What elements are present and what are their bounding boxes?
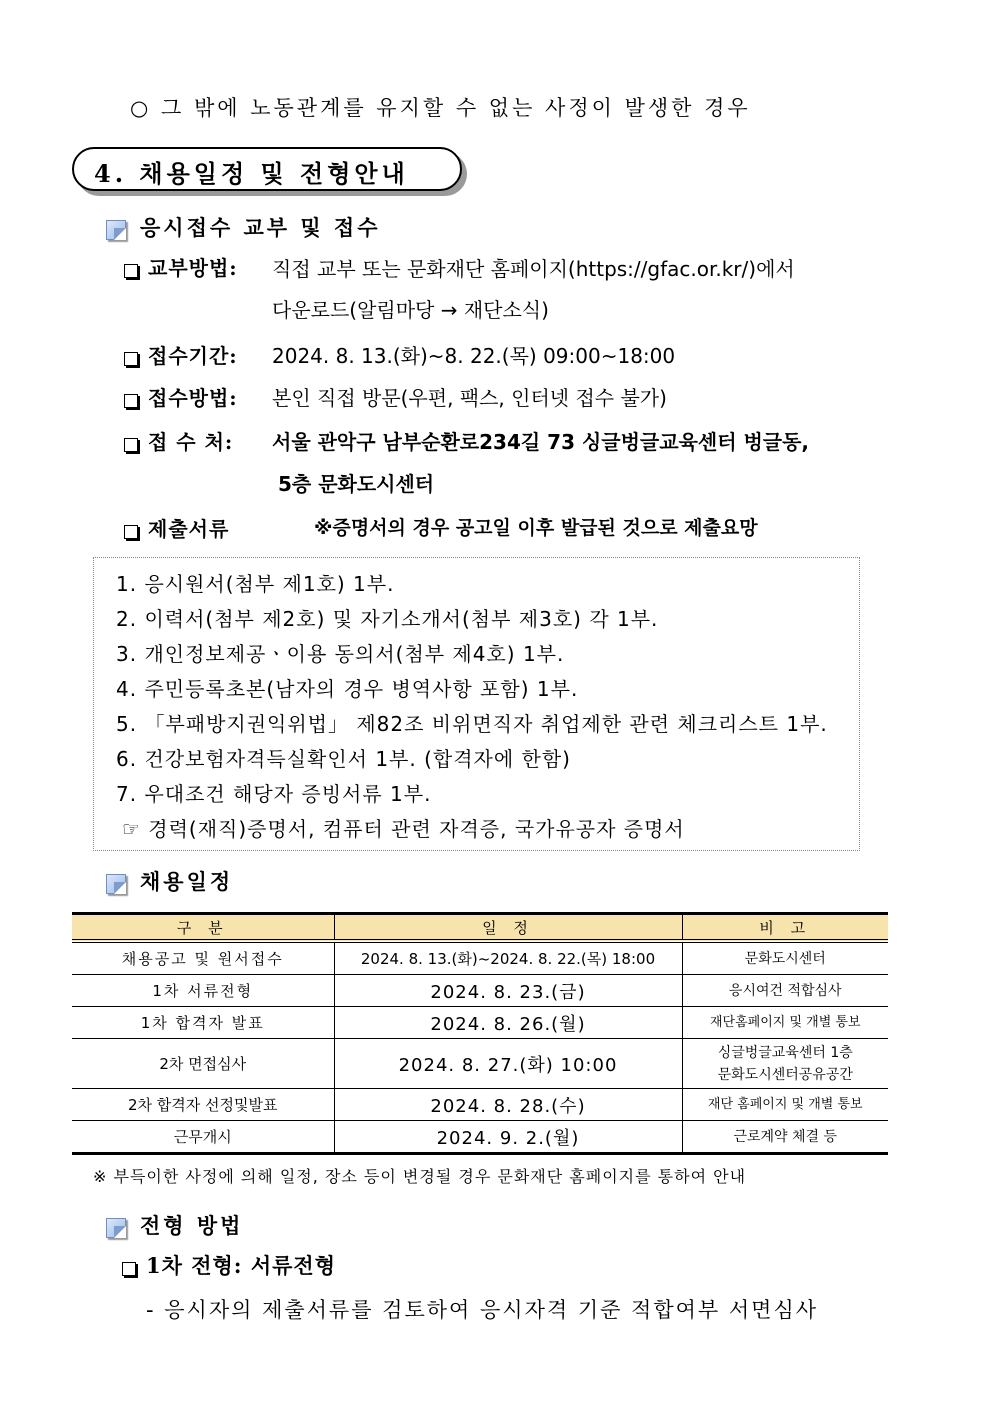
receipt-place-text-2: 5층 문화도시센터 <box>278 472 435 496</box>
receipt-place-text: 서울 관악구 남부순환로234길 73 싱글벙글교육센터 벙글동, <box>272 430 810 454</box>
document-item: 3. 개인정보제공ㆍ이용 동의서(첨부 제4호) 1부. <box>116 642 565 666</box>
stage-cell: 근무개시 <box>72 1121 334 1154</box>
table-row <box>72 1089 888 1121</box>
row-label: 접수기간: <box>148 344 238 368</box>
stage-cell: 1차 합격자 발표 <box>72 1007 334 1039</box>
distribution-method-text: 직접 교부 또는 문화재단 홈페이지(https://gfac.or.kr/)에서 <box>272 257 795 281</box>
stage-cell: 채용공고 및 원서접수 <box>72 941 334 975</box>
date-cell: 2024. 8. 26.(월) <box>334 1007 682 1039</box>
receipt-method-row <box>124 382 238 411</box>
checkbox-bullet-icon <box>124 394 138 408</box>
table-row <box>72 1039 888 1089</box>
table-row <box>72 1121 888 1154</box>
row-label: 접 수 처: <box>148 430 234 454</box>
note-cell <box>682 1039 888 1089</box>
schedule-heading-text: 채용일정 <box>140 869 234 894</box>
date-cell: 2024. 8. 13.(화)~2024. 8. 22.(목) 18:00 <box>334 941 682 975</box>
section-title: 4. 채용일정 및 전형안내 <box>94 159 409 188</box>
application-heading-text: 응시접수 교부 및 접수 <box>140 215 381 240</box>
selection-heading-text: 전형 방법 <box>140 1213 244 1238</box>
application-heading <box>106 212 381 242</box>
note-cell: 근로계약 체결 등 <box>682 1121 888 1154</box>
document-item: 4. 주민등록초본(남자의 경우 병역사항 포함) 1부. <box>116 677 579 701</box>
stage-cell: 2차 면접심사 <box>72 1039 334 1089</box>
distribution-method-row <box>124 252 238 281</box>
document-item-note: ☞ 경력(재직)증명서, 컴퓨터 관련 자격증, 국가유공자 증명서 <box>122 817 685 841</box>
schedule-footnote: ※ 부득이한 사정에 의해 일정, 장소 등이 변경될 경우 문화재단 홈페이지를 통하여 안내 <box>93 1167 747 1186</box>
documents-row <box>124 513 229 542</box>
date-cell: 2024. 8. 27.(화) 10:00 <box>334 1039 682 1089</box>
checkbox-bullet-icon <box>124 264 138 278</box>
receipt-period-row <box>124 340 238 369</box>
receipt-period-text: 2024. 8. 13.(화)~8. 22.(목) 09:00~18:00 <box>272 344 676 368</box>
intro-line: ○ 그 밖에 노동관계를 유지할 수 없는 사정이 발생한 경우 <box>130 96 751 120</box>
document-item: 1. 응시원서(첨부 제1호) 1부. <box>116 572 395 596</box>
documents-note: ※증명서의 경우 공고일 이후 발급된 것으로 제출요망 <box>314 517 758 539</box>
date-cell: 2024. 8. 28.(수) <box>334 1089 682 1121</box>
table-row <box>72 1007 888 1039</box>
document-icon <box>106 1218 126 1238</box>
document-item: 7. 우대조건 해당자 증빙서류 1부. <box>116 782 432 806</box>
row-label: 제출서류 <box>148 517 230 541</box>
stage1-row <box>122 1250 336 1280</box>
receipt-method-text: 본인 직접 방문(우편, 팩스, 인터넷 접수 불가) <box>272 386 667 410</box>
checkbox-bullet-icon <box>122 1262 136 1276</box>
stage1-description: - 응시자의 제출서류를 검토하여 응시자격 기준 적합여부 서면심사 <box>146 1298 819 1322</box>
stage-cell: 2차 합격자 선정및발표 <box>72 1089 334 1121</box>
note-cell: 재단홈페이지 및 개별 통보 <box>682 1007 888 1039</box>
receipt-place-row <box>124 426 233 455</box>
checkbox-bullet-icon <box>124 525 138 539</box>
table-header-row <box>72 914 888 942</box>
date-cell: 2024. 8. 23.(금) <box>334 975 682 1007</box>
column-header: 구 분 <box>72 914 334 942</box>
note-cell: 재단 홈페이지 및 개별 통보 <box>682 1089 888 1121</box>
document-item: 6. 건강보험자격득실확인서 1부. (합격자에 한함) <box>116 747 571 771</box>
selection-heading <box>106 1210 243 1240</box>
document-item: 2. 이력서(첨부 제2호) 및 자기소개서(첨부 제3호) 각 1부. <box>116 607 659 631</box>
section-title-box <box>72 147 462 191</box>
row-label: 교부방법: <box>148 256 238 280</box>
document-item: 5. 「부패방지권익위법」 제82조 비위면직자 취업제한 관련 체크리스트 1부. <box>116 712 828 736</box>
column-header: 비 고 <box>682 914 888 942</box>
column-header: 일 정 <box>334 914 682 942</box>
note-line: 싱글벙글교육센터 1층 <box>717 1044 853 1061</box>
schedule-heading <box>106 866 233 896</box>
date-cell: 2024. 9. 2.(월) <box>334 1121 682 1154</box>
table-row <box>72 941 888 975</box>
note-line: 문화도시센터공유공간 <box>717 1066 853 1083</box>
schedule-table <box>72 912 888 1155</box>
checkbox-bullet-icon <box>124 438 138 452</box>
table-row <box>72 975 888 1007</box>
checkbox-bullet-icon <box>124 352 138 366</box>
stage1-label: 1차 전형: 서류전형 <box>146 1253 336 1278</box>
document-icon <box>106 874 126 894</box>
row-label: 접수방법: <box>148 386 238 410</box>
stage-cell: 1차 서류전형 <box>72 975 334 1007</box>
distribution-method-text-2: 다운로드(알림마당 → 재단소식) <box>272 298 549 322</box>
document-icon <box>106 220 126 240</box>
note-cell: 문화도시센터 <box>682 941 888 975</box>
note-cell: 응시여건 적합심사 <box>682 975 888 1007</box>
